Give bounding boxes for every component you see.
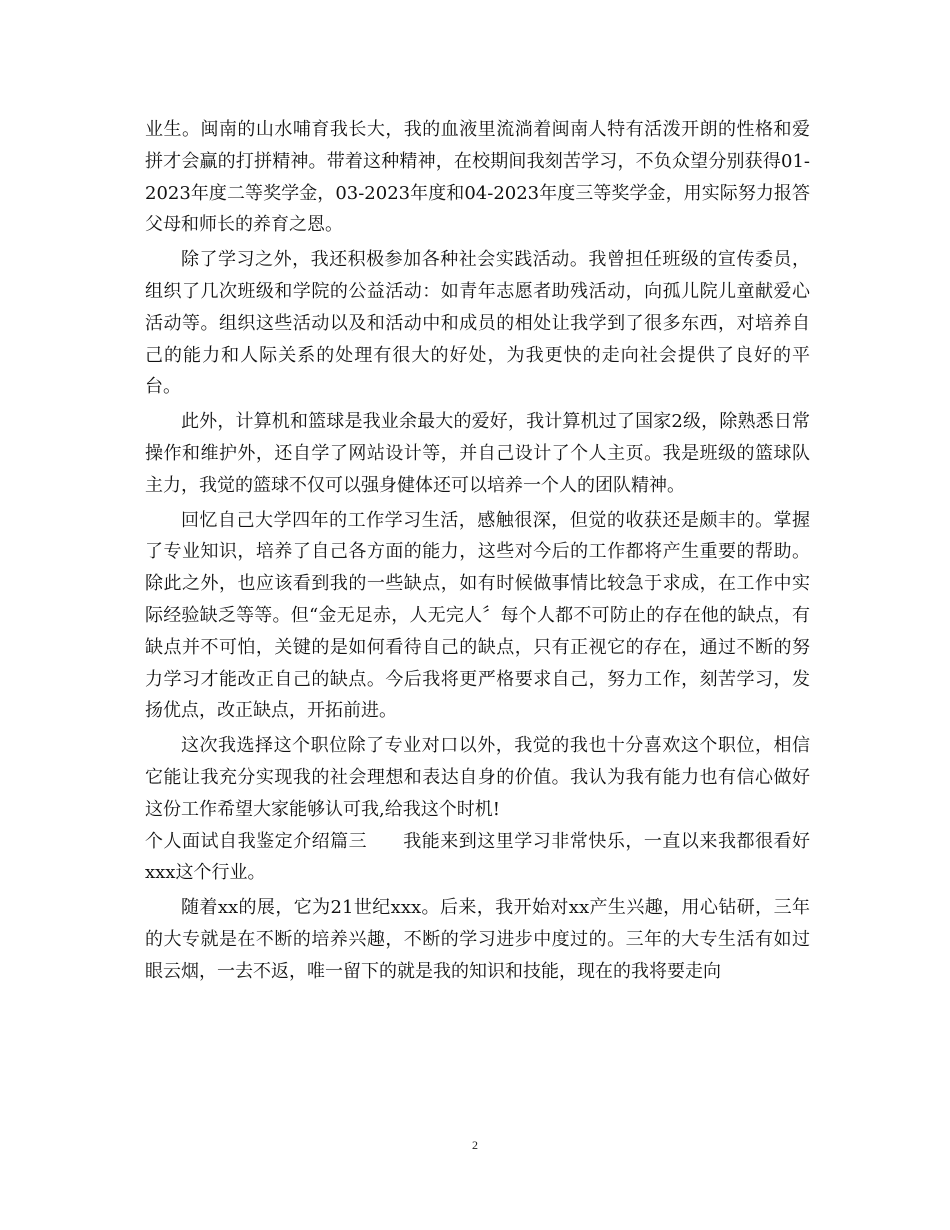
- section-heading-line: [145, 826, 810, 890]
- section-first-paragraph: 我能来到这里学习非常快乐，一直以来我都很看好xxx这个行业。: [145, 830, 811, 884]
- page-number: 2: [472, 1138, 478, 1152]
- paragraph-2: 除了学习之外，我还积极参加各种社会实践活动。我曾担任班级的宣传委员，组织了几次班级和学院的公益活动：如青年志愿者助残活动，向孤儿院儿童献爱心活动等。组织这些活动以及和活动中和成员的相处让我学到了很多东西，对培养自己的能力和人际关系的处理有很大的好处，为我更快的走向社会提供了良好的平台。: [145, 249, 810, 398]
- paragraph-5: 这次我选择这个职位除了专业对口以外，我觉的我也十分喜欢这个职位，相信它能让我充分实现我的社会理想和表达自身的价值。我认为我有能力也有信心做好这份工作希望大家能够认可我,给我这个时机!: [145, 735, 810, 820]
- paragraph-6: 随着xx的展，它为21世纪xxx。后来，我开始对xx产生兴趣，用心钻研，三年的大专就是在不断的培养兴趣，不断的学习进步中度过的。三年的大专生活有如过眼云烟，一去不返，唯一留下的就是我的知识和技能，现在的我将要走向: [145, 897, 810, 982]
- paragraph-3: 此外，计算机和篮球是我业余最大的爱好，我计算机过了国家2级，除熟悉日常操作和维护外，还自学了网站设计等，并自己设计了个人主页。我是班级的篮球队主力，我觉的篮球不仅可以强身健体还可以培养一个人的团队精神。: [145, 411, 810, 496]
- section-heading: 个人面试自我鉴定介绍篇三: [145, 830, 368, 852]
- paragraph-4: 回忆自己大学四年的工作学习生活，感触很深，但觉的收获还是颇丰的。掌握了专业知识，培养了自己各方面的能力，这些对今后的工作都将产生重要的帮助。除此之外，也应该看到我的一些缺点，如有时候做事情比较急于求成，在工作中实际经验缺乏等等。但“金无足赤，人无完人〞每个人都不可防止的存在他的缺点，有缺点并不可怕，关键的是如何看待自己的缺点，只有正视它的存在，通过不断的努力学习才能改正自己的缺点。今后我将更严格要求自己，努力工作，刻苦学习，发扬优点，改正缺点，开拓前进。: [145, 509, 810, 722]
- document-body: [145, 114, 810, 988]
- paragraph-1: 业生。闽南的山水哺育我长大，我的血液里流淌着闽南人特有活泼开朗的性格和爱拼才会赢的打拼精神。带着这种精神，在校期间我刻苦学习，不负众望分别获得01-2023年度二等奖学金，03-2023年度和04-2023年度三等奖学金，用实际努力报答父母和师长的养育之恩。: [145, 119, 810, 236]
